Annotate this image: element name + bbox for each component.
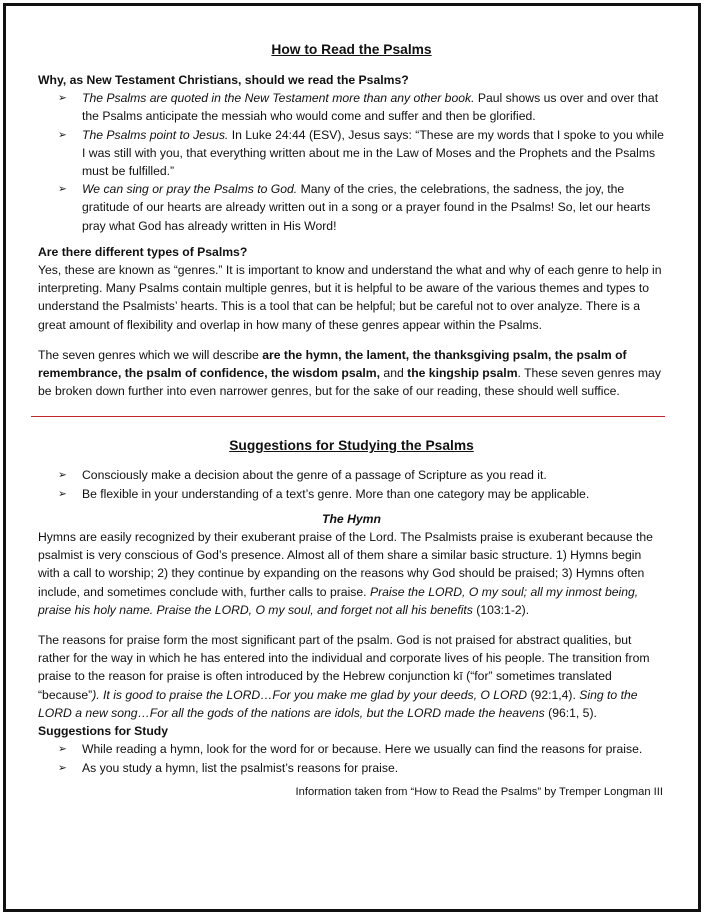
reason-lead: The Psalms point to Jesus. — [82, 127, 229, 142]
list-item — [38, 126, 665, 181]
list-item — [38, 180, 665, 235]
list-item — [38, 759, 665, 777]
hymn-paragraph-1 — [38, 528, 665, 619]
source-credit: Information taken from “How to Read the Psalms” by Tremper Longman III — [295, 785, 663, 798]
scripture-reference: (96:1, 5). — [544, 705, 597, 720]
tip-text: Consciously make a decision about the genre of a passage of Scripture as you read it. — [82, 468, 547, 483]
question-types: Are there different types of Psalms? — [38, 244, 248, 259]
list-item — [38, 740, 665, 758]
scripture-quote: ). It is good to praise the LORD…For you make me glad by your deeds, O LORD — [92, 687, 528, 702]
study-list — [38, 740, 665, 776]
tips-list — [38, 466, 665, 502]
study-text: As you study a hymn, list the psalmist’s reasons for praise. — [82, 760, 399, 775]
arrow-bullet-icon: ➢ — [58, 487, 67, 500]
genres-text: . These seven genres may be broken down further into even narrower genres, but for the sake of our reading, these should well suffice. — [38, 366, 661, 399]
arrow-bullet-icon: ➢ — [58, 183, 67, 196]
section-title-suggestions: Suggestions for Studying the Psalms — [229, 438, 474, 454]
arrow-bullet-icon: ➢ — [58, 743, 67, 756]
study-heading: Suggestions for Study — [38, 724, 169, 739]
hymn-heading: The Hymn — [322, 511, 381, 526]
scripture-reference: (92:1,4). — [527, 687, 580, 702]
arrow-bullet-icon: ➢ — [58, 761, 67, 774]
genres-list-bold: are the hymn, the lament, the thanksgiving psalm, the psalm of remembrance, the psalm of confidence, the wisdom psalm, — [38, 347, 627, 381]
genres-intro-paragraph: Yes, these are known as “genres.” It is important to know and understand the what and why of each genre to help in interpreting. Many Psalms contain multiple genres, but it is helpful to be aware of the various themes and types to understand the Psalmists’ hearts. This is a tool that can be helpful; but be careful not to over analyze. There is a great amount of flexibility and overlap in how many of these genres appear within the Psalms. — [38, 263, 662, 332]
reason-text: In Luke 24:44 (ESV), Jesus says: “These are my words that I spoke to you while I was still with you, that everything written about me in the Law of Moses and the Prophets and the Psalms must be fulfilled.” — [82, 127, 664, 179]
section-divider — [31, 416, 665, 417]
reason-text: Paul shows us over and over that the Psalms anticipate the messiah who would come and suffer and then be glorified. — [82, 91, 659, 124]
arrow-bullet-icon: ➢ — [58, 469, 67, 482]
reason-lead: The Psalms are quoted in the New Testament more than any other book. — [82, 91, 475, 106]
question-why-read: Why, as New Testament Christians, should we read the Psalms? — [38, 73, 409, 87]
document-page — [38, 40, 665, 801]
genres-text: The seven genres which we will describe — [38, 347, 263, 362]
seven-genres-paragraph — [38, 346, 665, 401]
tip-text: Be flexible in your understanding of a text’s genre. More than one category may be applicable. — [82, 486, 590, 501]
reason-text: Many of the cries, the celebrations, the sadness, the joy, the gratitude of our hearts are already written out in a song or a prayer found in the Psalms! So, let our hearts pray what God has already written in His Word! — [82, 182, 651, 233]
arrow-bullet-icon: ➢ — [58, 128, 67, 141]
scripture-quote: Praise the LORD, O my soul; all my inmost being, praise his holy name. Praise the LORD, O my soul, and forget not all his benefits — [38, 584, 639, 617]
list-item — [38, 485, 665, 503]
genres-text: and — [380, 366, 408, 381]
document-title: How to Read the Psalms — [271, 42, 432, 57]
study-text: While reading a hymn, look for the word for or because. Here we usually can find the reasons for praise. — [82, 742, 643, 757]
reason-lead: We can sing or pray the Psalms to God. — [82, 182, 298, 197]
scripture-quote: Sing to the LORD a new song…For all the gods of the nations are idols, but the LORD made the heavens — [38, 687, 638, 720]
list-item — [38, 466, 665, 484]
scripture-reference: (103:1-2). — [472, 602, 530, 617]
list-item — [38, 89, 665, 125]
hymn-text: The reasons for praise form the most significant part of the psalm. God is not praised for abstract qualities, but rather for the way in which he has entered into the individual and corporate lives of his people. The transition from praise to the reason for praise is often introduced by the Hebrew conjunction kī (“for” sometimes translated “because” — [38, 633, 650, 702]
hymn-paragraph-2 — [38, 631, 665, 722]
kingship-bold: the kingship psalm — [407, 366, 518, 381]
arrow-bullet-icon: ➢ — [58, 92, 67, 105]
reasons-list — [38, 89, 665, 235]
hymn-text: Hymns are easily recognized by their exuberant praise of the Lord. The Psalmists praise is exuberant because the psalmist is very conscious of God’s presence. Almost all of them share a similar basic structure. 1) Hymns begin with a call to worship; 2) they continue by expanding on the reasons why God should be praised; 3) Hymns often include, and sometimes conclude with, further calls to praise. — [38, 530, 653, 599]
